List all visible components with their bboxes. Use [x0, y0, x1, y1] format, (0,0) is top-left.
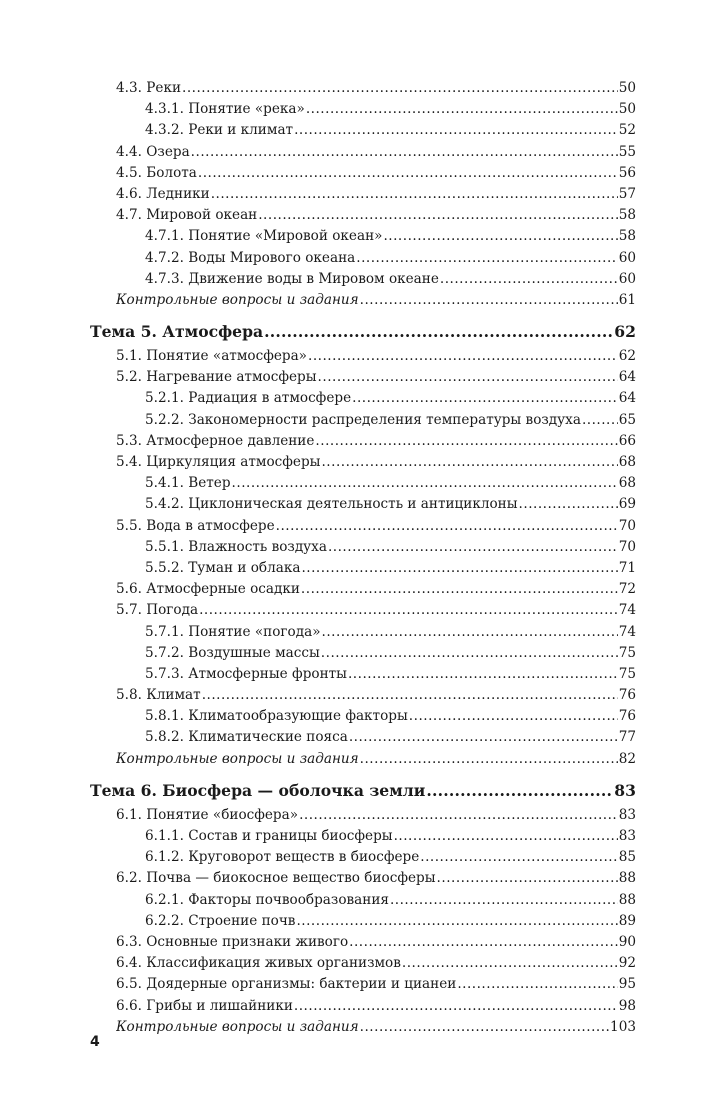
toc-entry-title: 6.5. Доядерные организмы: бактерии и цианеи: [116, 976, 457, 993]
toc-entry-page: 77: [618, 729, 636, 746]
toc-entry: [116, 751, 636, 772]
toc-entry-page: 76: [618, 687, 636, 704]
toc-entry-title: Контрольные вопросы и задания: [116, 1018, 359, 1035]
toc-entry-title: 4.5. Болота: [116, 164, 197, 181]
toc-entry-page: 103: [610, 1018, 636, 1035]
dot-leader: [328, 539, 618, 555]
dot-leader: [322, 624, 618, 640]
toc-entry-title: 6.1.2. Круговорот веществ в биосфере: [145, 849, 420, 866]
toc-entry-title: 5.2.1. Радиация в атмосфере: [145, 390, 352, 407]
toc-entry: [116, 892, 636, 913]
dot-leader: [202, 687, 618, 703]
toc-entry-title: 6.4. Классификация живых организмов: [116, 955, 401, 972]
toc-entry-page: 62: [618, 348, 636, 365]
toc-entry-title: 5.4.1. Ветер: [145, 475, 231, 492]
toc-entry-page: 62: [614, 322, 636, 342]
toc-entry: [116, 645, 636, 666]
toc-entry: [116, 475, 636, 496]
toc-entry-title: 6.6. Грибы и лишайники: [116, 997, 293, 1014]
toc-entry-title: 4.7.2. Воды Мирового океана: [145, 249, 356, 266]
dot-leader: [352, 390, 618, 406]
toc-entry-page: 57: [618, 185, 636, 202]
toc-entry-title: 5.5.2. Туман и облака: [145, 559, 301, 576]
toc-entry-title: 6.2. Почва — биокосное вещество биосферы: [116, 870, 436, 887]
toc-topic-heading: [90, 322, 636, 348]
toc-entry: [116, 207, 636, 228]
toc-entry-page: 70: [618, 538, 636, 555]
toc-entry-page: 76: [618, 708, 636, 725]
toc-entry: [116, 292, 636, 313]
toc-entry-title: 4.7.1. Понятие «Мировой океан»: [145, 228, 383, 245]
toc-entry-page: 56: [618, 164, 636, 181]
toc-entry-page: 83: [618, 806, 636, 823]
dot-leader: [349, 934, 618, 950]
toc-entry: [116, 250, 636, 271]
toc-entry-title: 5.1. Понятие «атмосфера»: [116, 348, 308, 365]
toc-entry-page: 83: [614, 780, 636, 800]
toc-entry-page: 95: [618, 976, 636, 993]
dot-leader: [276, 518, 618, 534]
dot-leader: [383, 228, 617, 244]
toc-entry-title: 5.3. Атмосферное давление: [116, 432, 315, 449]
toc-entry-title: 4.3. Реки: [116, 80, 182, 96]
toc-entry-page: 60: [618, 270, 636, 287]
toc-entry-title: 6.2.2. Строение почв: [145, 912, 296, 929]
toc-entry-page: 61: [618, 291, 636, 308]
toc-entry-title: 6.1. Понятие «биосфера»: [116, 806, 299, 823]
toc-entry-page: 68: [618, 475, 636, 492]
toc-entry-page: 98: [618, 997, 636, 1014]
toc-entry: [116, 539, 636, 560]
toc-entry: [116, 186, 636, 207]
toc-entry-page: 75: [618, 644, 636, 661]
toc-entry: [116, 390, 636, 411]
toc-entry-title: 4.7.3. Движение воды в Мировом океане: [145, 270, 439, 287]
toc-entry: [116, 165, 636, 186]
toc-entry-page: 58: [618, 228, 636, 245]
toc-entry-title: 5.8.1. Климатообразующие факторы: [145, 708, 408, 725]
toc-entry-title: 5.8. Климат: [116, 687, 201, 704]
toc-entry: [116, 602, 636, 623]
dot-leader: [440, 271, 618, 287]
toc-entry-page: 65: [618, 411, 636, 428]
table-of-contents: [90, 80, 636, 1040]
dot-leader: [360, 292, 618, 308]
toc-entry-page: 68: [618, 454, 636, 470]
toc-entry-page: 74: [618, 602, 636, 619]
toc-entry: [116, 849, 636, 870]
dot-leader: [318, 369, 618, 385]
toc-entry-title: Тема 5. Атмосфера: [90, 322, 264, 342]
dot-leader: [420, 849, 617, 865]
toc-entry-page: 71: [618, 559, 636, 576]
toc-entry: [116, 560, 636, 581]
toc-entry-page: 92: [618, 955, 636, 972]
toc-entry-page: 85: [618, 849, 636, 866]
dot-leader: [299, 807, 618, 823]
toc-entry-title: 5.7.3. Атмосферные фронты: [145, 665, 347, 682]
dot-leader: [394, 828, 618, 844]
toc-entry: [116, 976, 636, 997]
toc-entry-page: 66: [618, 432, 636, 449]
toc-entry: [116, 144, 636, 165]
dot-leader: [211, 186, 618, 202]
toc-entry: [116, 998, 636, 1019]
toc-entry-title: 5.4. Циркуляция атмосферы: [116, 454, 321, 470]
toc-entry-title: 6.2.1. Факторы почвообразования: [145, 891, 389, 908]
dot-leader: [306, 101, 618, 117]
toc-entry-page: 83: [618, 828, 636, 844]
toc-entry: [116, 828, 636, 849]
dot-leader: [321, 454, 617, 470]
dot-leader: [258, 207, 617, 223]
toc-entry-title: 4.6. Ледники: [116, 185, 210, 202]
toc-topic-heading: [90, 781, 636, 807]
dot-leader: [356, 250, 617, 266]
toc-entry-title: Контрольные вопросы и задания: [116, 291, 359, 308]
toc-entry: [116, 433, 636, 454]
toc-entry-page: 50: [618, 101, 636, 118]
dot-leader: [301, 581, 618, 597]
dot-leader: [315, 433, 617, 449]
toc-entry-title: 5.5. Вода в атмосфере: [116, 517, 275, 534]
toc-entry-title: 6.3. Основные признаки живого: [116, 933, 349, 950]
toc-entry: [116, 80, 636, 101]
toc-entry-title: Тема 6. Биосфера — оболочка земли: [90, 780, 426, 800]
dot-leader: [294, 998, 618, 1014]
toc-entry-page: 89: [618, 912, 636, 929]
dot-leader: [321, 645, 618, 661]
toc-entry-title: 4.4. Озера: [116, 143, 190, 160]
toc-entry-page: 64: [618, 369, 636, 386]
dot-leader: [349, 729, 618, 745]
toc-entry: [116, 1019, 636, 1040]
dot-leader: [390, 892, 618, 908]
toc-entry-title: 5.4.2. Циклоническая деятельность и антициклоны: [145, 496, 518, 513]
toc-entry-page: 60: [618, 249, 636, 266]
toc-entry-page: 70: [618, 517, 636, 534]
toc-entry: [116, 101, 636, 122]
dot-leader: [296, 913, 617, 929]
toc-entry: [116, 666, 636, 687]
dot-leader: [582, 412, 618, 428]
toc-entry: [116, 454, 636, 475]
toc-entry: [116, 122, 636, 143]
dot-leader: [457, 976, 617, 992]
toc-entry-title: 5.2. Нагревание атмосферы: [116, 369, 317, 386]
dot-leader: [402, 955, 618, 971]
toc-entry: [116, 624, 636, 645]
toc-entry: [116, 913, 636, 934]
toc-entry-page: 50: [618, 80, 636, 96]
toc-entry-title: 5.8.2. Климатические пояса: [145, 729, 348, 746]
toc-entry-page: 74: [618, 623, 636, 640]
dot-leader: [360, 751, 618, 767]
toc-entry: [116, 518, 636, 539]
toc-entry-page: 90: [618, 933, 636, 950]
toc-entry: [116, 412, 636, 433]
toc-entry-page: 52: [618, 122, 636, 139]
dot-leader: [301, 560, 617, 576]
toc-entry-title: 6.1.1. Состав и границы биосферы: [145, 828, 393, 844]
dot-leader: [232, 475, 618, 491]
toc-entry-title: 5.7.2. Воздушные массы: [145, 644, 320, 661]
toc-entry: [116, 687, 636, 708]
dot-leader: [519, 496, 618, 512]
toc-entry: [116, 955, 636, 976]
toc-entry-page: 55: [618, 143, 636, 160]
dot-leader: [294, 122, 618, 138]
toc-entry-page: 58: [618, 207, 636, 224]
toc-entry-page: 88: [618, 870, 636, 887]
dot-leader: [437, 870, 618, 886]
toc-entry: [116, 369, 636, 390]
toc-entry: [116, 348, 636, 369]
dot-leader: [409, 708, 618, 724]
toc-entry-page: 88: [618, 891, 636, 908]
toc-entry-page: 72: [618, 581, 636, 598]
toc-entry-title: 4.3.2. Реки и климат: [145, 122, 294, 139]
dot-leader: [264, 322, 613, 341]
toc-entry-title: 5.6. Атмосферные осадки: [116, 581, 300, 598]
toc-entry: [116, 807, 636, 828]
toc-entry: [116, 228, 636, 249]
toc-entry: [116, 870, 636, 891]
toc-entry-page: 69: [618, 496, 636, 513]
toc-entry: [116, 708, 636, 729]
toc-entry-page: 75: [618, 665, 636, 682]
toc-entry-title: 5.7.1. Понятие «погода»: [145, 623, 321, 640]
dot-leader: [182, 80, 618, 96]
dot-leader: [426, 781, 613, 800]
dot-leader: [308, 348, 618, 364]
page-number: 4: [90, 1034, 100, 1050]
toc-entry-page: 82: [618, 750, 636, 767]
toc-entry: [116, 934, 636, 955]
dot-leader: [199, 602, 618, 618]
toc-entry: [116, 271, 636, 292]
dot-leader: [191, 144, 618, 160]
toc-entry-title: Контрольные вопросы и задания: [116, 750, 359, 767]
toc-entry: [116, 581, 636, 602]
dot-leader: [348, 666, 618, 682]
toc-entry-title: 4.3.1. Понятие «река»: [145, 101, 305, 118]
toc-entry-title: 5.2.2. Закономерности распределения температуры воздуха: [145, 411, 581, 428]
toc-entry: [116, 496, 636, 517]
toc-entry-page: 64: [618, 390, 636, 407]
toc-entry: [116, 729, 636, 750]
dot-leader: [360, 1019, 609, 1035]
dot-leader: [198, 165, 618, 181]
toc-entry-title: 5.5.1. Влажность воздуха: [145, 538, 327, 555]
toc-entry-title: 5.7. Погода: [116, 602, 199, 619]
toc-entry-title: 4.7. Мировой океан: [116, 207, 258, 224]
